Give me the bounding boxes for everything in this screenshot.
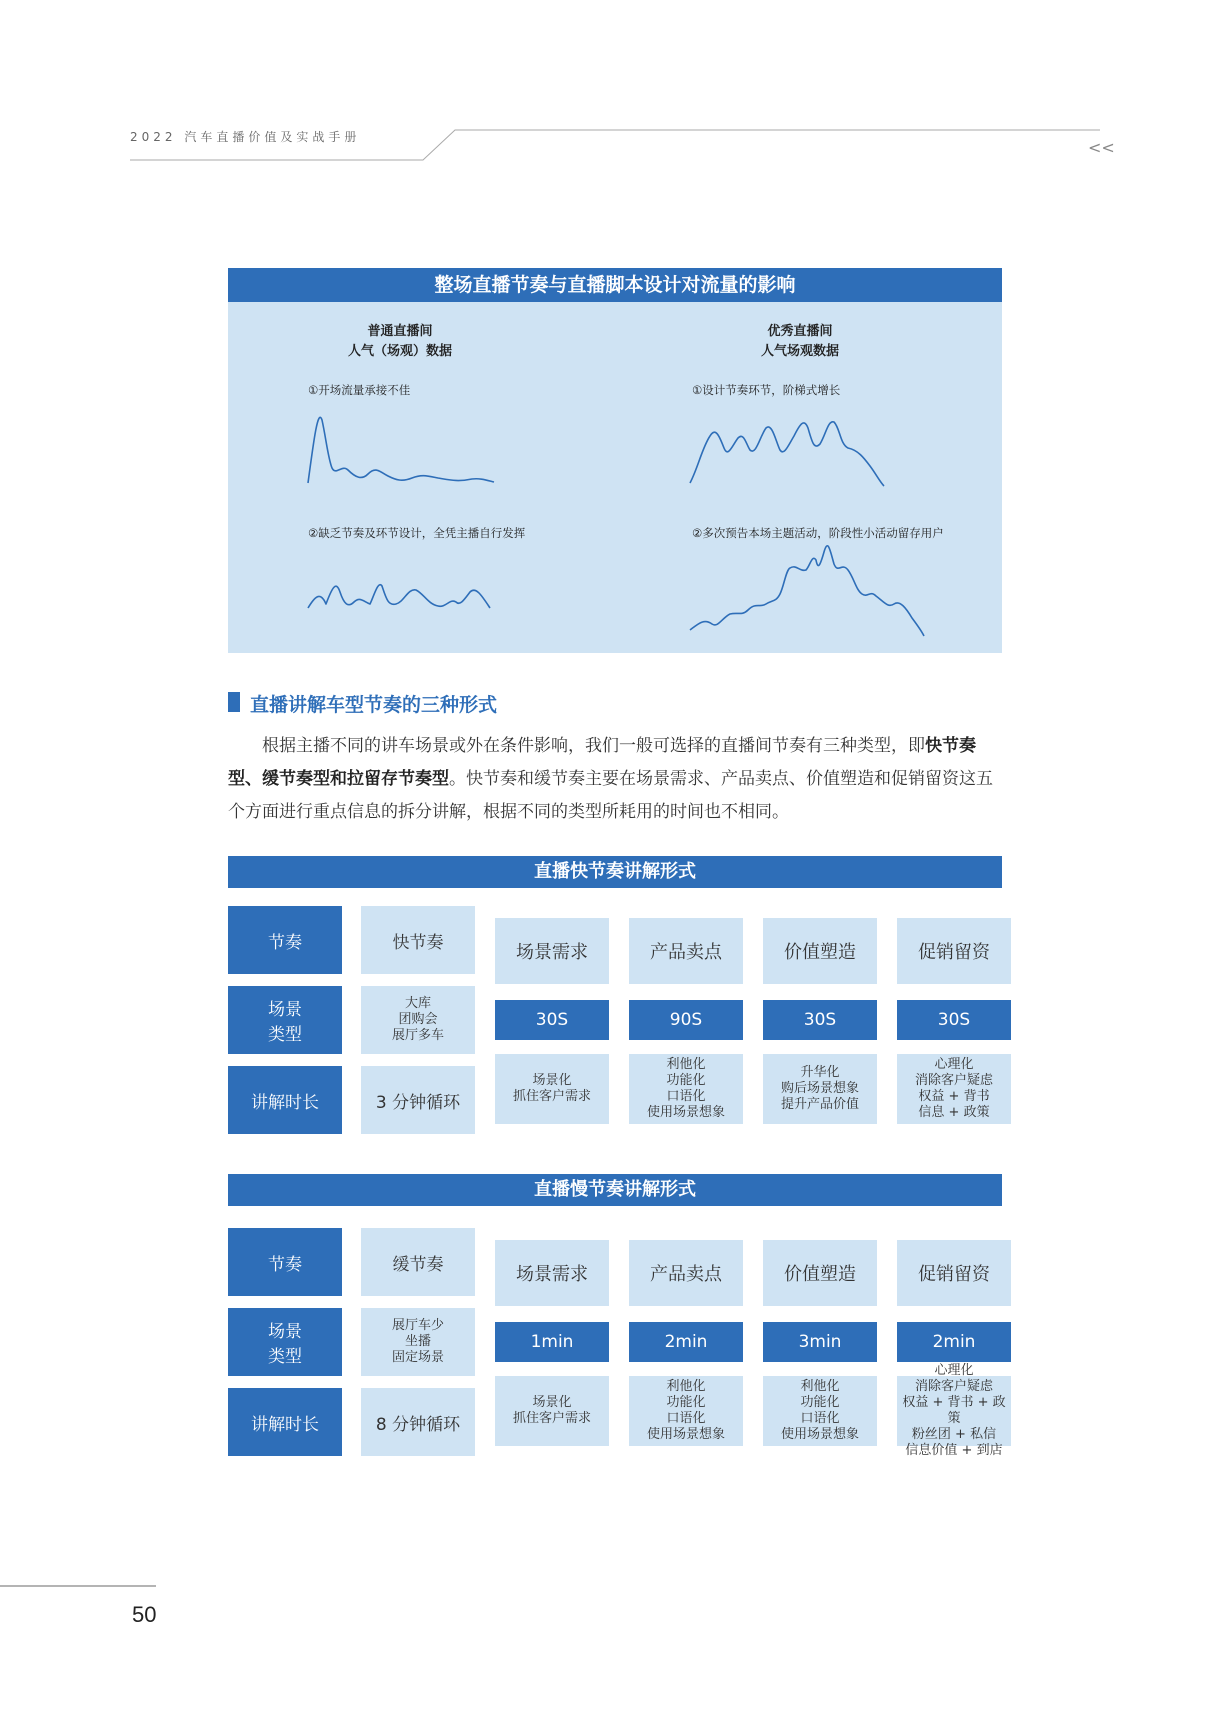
slow-col-detail-3: 心理化 消除客户疑虑 权益 + 背书 + 政策 粉丝团 + 私信 信息价值 + 到店 <box>897 1376 1011 1446</box>
fast-value-1: 大库 团购会 展厅多车 <box>361 986 475 1054</box>
slow-col-detail-2: 利他化 功能化 口语化 使用场景想象 <box>763 1376 877 1446</box>
left-heading-1: 普通直播间 <box>367 324 433 339</box>
header-rule <box>0 0 1224 200</box>
fast-value-0: 快节奏 <box>361 906 475 974</box>
fast-col-detail-0: 场景化 抓住客户需求 <box>495 1054 609 1124</box>
fast-table-title: 直播快节奏讲解形式 <box>228 856 1002 888</box>
fast-label-1: 场景 类型 <box>228 986 342 1054</box>
right-caption-2: ②多次预告本场主题活动，阶段性小活动留存用户 <box>692 526 944 540</box>
slow-col-head-3: 促销留资 <box>897 1240 1011 1306</box>
fast-col-detail-2: 升华化 购后场景想象 提升产品价值 <box>763 1054 877 1124</box>
fast-col-time-1: 90S <box>629 1000 743 1040</box>
sketch-normal-2 <box>308 585 490 608</box>
page-number: 50 <box>132 1602 157 1627</box>
fast-col-detail-1: 利他化 功能化 口语化 使用场景想象 <box>629 1054 743 1124</box>
slow-col-time-2: 3min <box>763 1322 877 1362</box>
paragraph-part-1: 根据主播不同的讲车场景或外在条件影响，我们一般可选择的直播间节奏有三种类型，即 <box>262 736 925 756</box>
slow-table-title: 直播慢节奏讲解形式 <box>228 1174 1002 1206</box>
left-caption-2: ②缺乏节奏及环节设计，全凭主播自行发挥 <box>308 526 526 540</box>
traffic-sketches <box>228 268 1002 653</box>
fast-col-head-0: 场景需求 <box>495 918 609 984</box>
fast-label-2: 讲解时长 <box>228 1066 342 1134</box>
right-heading-1: 优秀直播间 <box>767 324 833 339</box>
slow-col-detail-1: 利他化 功能化 口语化 使用场景想象 <box>629 1376 743 1446</box>
fast-col-detail-3: 心理化 消除客户疑虑 权益 + 背书 信息 + 政策 <box>897 1054 1011 1124</box>
slow-col-time-1: 2min <box>629 1322 743 1362</box>
slow-col-time-3: 2min <box>897 1322 1011 1362</box>
section-title: 直播讲解车型节奏的三种形式 <box>250 694 498 716</box>
fast-col-head-1: 产品卖点 <box>629 918 743 984</box>
slow-label-1: 场景 类型 <box>228 1308 342 1376</box>
fast-label-0: 节奏 <box>228 906 342 974</box>
paragraph-part-2: 。快节奏和缓节奏主要在场景需求、产品卖点、价值塑造和促销留资这五个方面进行重点信息的拆分讲解，根据不同的类型所耗用的时间也不相同。 <box>228 769 993 822</box>
body-paragraph <box>228 730 1002 829</box>
paragraph-bold: 快节奏型、缓节奏型和拉留存节奏型 <box>228 736 976 789</box>
fast-col-time-3: 30S <box>897 1000 1011 1040</box>
right-caption-1: ①设计节奏环节，阶梯式增长 <box>692 383 841 397</box>
fast-value-2: 3 分钟循环 <box>361 1066 475 1134</box>
slow-col-head-0: 场景需求 <box>495 1240 609 1306</box>
slow-value-0: 缓节奏 <box>361 1228 475 1296</box>
section-marker <box>228 692 240 712</box>
fast-col-head-3: 促销留资 <box>897 918 1011 984</box>
slow-label-2: 讲解时长 <box>228 1388 342 1456</box>
right-heading-2: 人气场观数据 <box>760 344 839 359</box>
slow-col-detail-0: 场景化 抓住客户需求 <box>495 1376 609 1446</box>
slow-col-head-1: 产品卖点 <box>629 1240 743 1306</box>
left-heading-2: 人气（场观）数据 <box>347 344 452 359</box>
slow-value-1: 展厅车少 坐播 固定场景 <box>361 1308 475 1376</box>
sketch-good-2 <box>690 546 924 636</box>
slow-col-time-0: 1min <box>495 1322 609 1362</box>
slow-label-0: 节奏 <box>228 1228 342 1296</box>
slow-col-head-2: 价值塑造 <box>763 1240 877 1306</box>
running-header-title: 2022 汽车直播价值及实战手册 <box>130 130 361 144</box>
figure-title: 整场直播节奏与直播脚本设计对流量的影响 <box>228 268 1002 302</box>
fast-col-time-0: 30S <box>495 1000 609 1040</box>
footer-rule <box>0 1585 170 1589</box>
fast-col-head-2: 价值塑造 <box>763 918 877 984</box>
left-caption-1: ①开场流量承接不佳 <box>308 383 411 397</box>
slow-value-2: 8 分钟循环 <box>361 1388 475 1456</box>
sketch-good-1 <box>690 422 884 486</box>
back-chevron-icon[interactable]: << <box>1088 138 1115 157</box>
fast-col-time-2: 30S <box>763 1000 877 1040</box>
sketch-normal-1 <box>308 417 494 483</box>
